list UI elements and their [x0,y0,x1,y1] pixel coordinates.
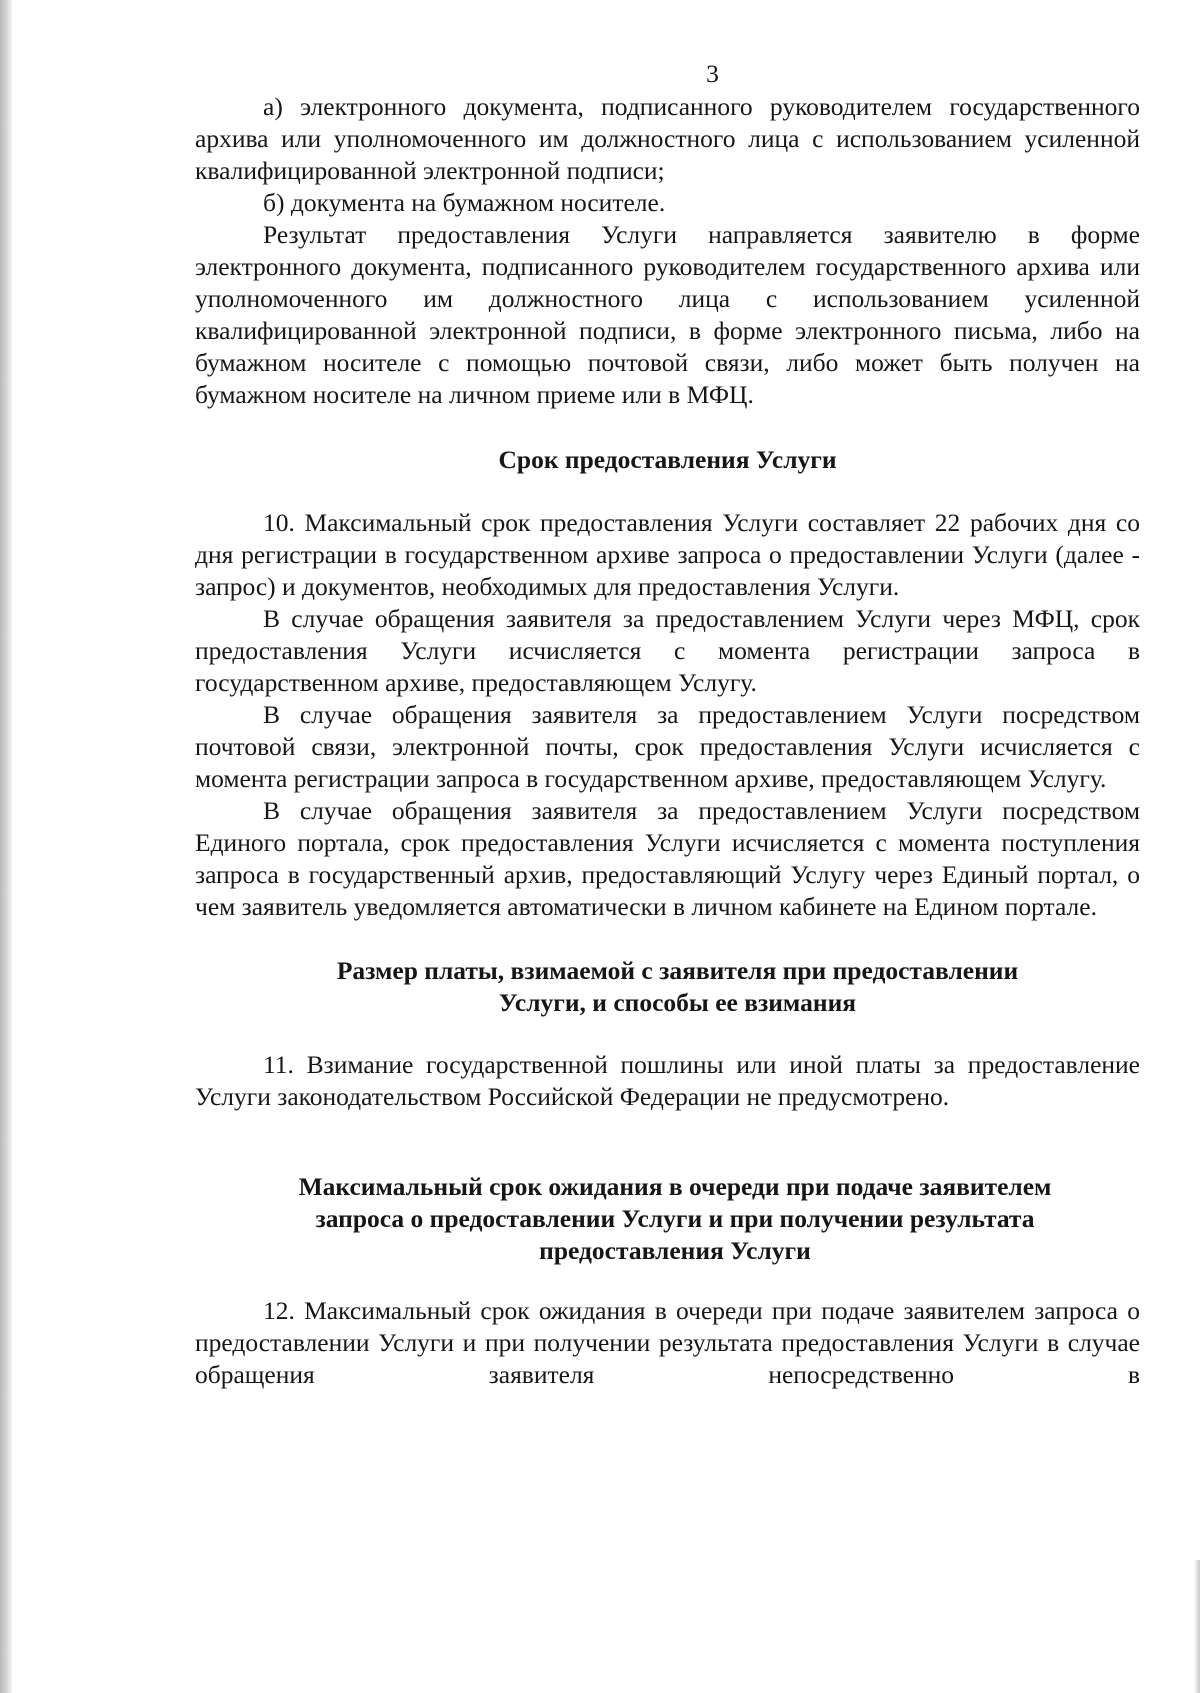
section-title-fee-line-2: Услуги, и способы ее взимания [498,988,857,1017]
section-title-fee [195,955,1140,1019]
paragraph-12: 12. Максимальный срок ожидания в очереди при подаче заявителем запроса о предоставлении Услуги и при получении результата предоставления Услуги в случае обращения заявителя непосредственно в [195,1296,1140,1389]
item-b-paragraph: б) документа на бумажном носителе. [263,188,666,217]
document-page [195,58,1140,1391]
paragraph-11: 11. Взимание государственной пошлины или иной платы за предоставление Услуги законодательством Российской Федерации не предусмотрено. [195,1050,1140,1111]
section-title-queue-line-2: запроса о предоставлении Услуги и при получении результата [315,1204,1035,1233]
section-title-queue [195,1171,1140,1267]
section-title-fee-line-1: Размер платы, взимаемой с заявителя при предоставлении [336,956,1019,985]
result-paragraph: Результат предоставления Услуги направляется заявителю в форме электронного документа, подписанного руководителем государственного архива или уполномоченного им должностного лица с использованием усиленной квалифицированной электронной подписи, в форме электронного письма, либо на бумажном носителе с помощью почтовой связи, либо может быть получен на бумажном носителе на личном приеме или в МФЦ. [195,220,1140,409]
paragraph-mfc: В случае обращения заявителя за предоставлением Услуги через МФЦ, срок предоставления Услуги исчисляется с момента регистрации запроса в государственном архиве, предоставляющем Услугу. [195,604,1140,697]
section-title-term: Срок предоставления Услуги [498,445,837,474]
section-title-queue-line-3: предоставления Услуги [539,1236,811,1265]
paragraph-portal: В случае обращения заявителя за предоставлением Услуги посредством Единого портала, срок предоставления Услуги исчисляется с момента поступления запроса в государственный архив, предоставляющий Услугу через Единый портал, о чем заявитель уведомляется автоматически в личном кабинете на Едином портале. [195,796,1140,921]
item-a-paragraph: а) электронного документа, подписанного руководителем государственного архива или уполномоченного им должностного лица с использованием усиленной квалифицированной электронной подписи; [195,92,1140,185]
scan-shadow-left [0,0,12,1693]
section-title-queue-line-1: Максимальный срок ожидания в очереди при подаче заявителем [298,1172,1052,1201]
page-number: 3 [706,59,719,88]
paragraph-post: В случае обращения заявителя за предоставлением Услуги посредством почтовой связи, электронной почты, срок предоставления Услуги исчисляется с момента регистрации запроса в государственном архиве, предоставляющем Услугу. [195,700,1140,793]
scan-shadow-right [1194,1560,1200,1693]
paragraph-10: 10. Максимальный срок предоставления Услуги составляет 22 рабочих дня со дня регистрации в государственном архиве запроса о предоставлении Услуги (далее - запрос) и документов, необходимых для предоставления Услуги. [195,508,1140,601]
